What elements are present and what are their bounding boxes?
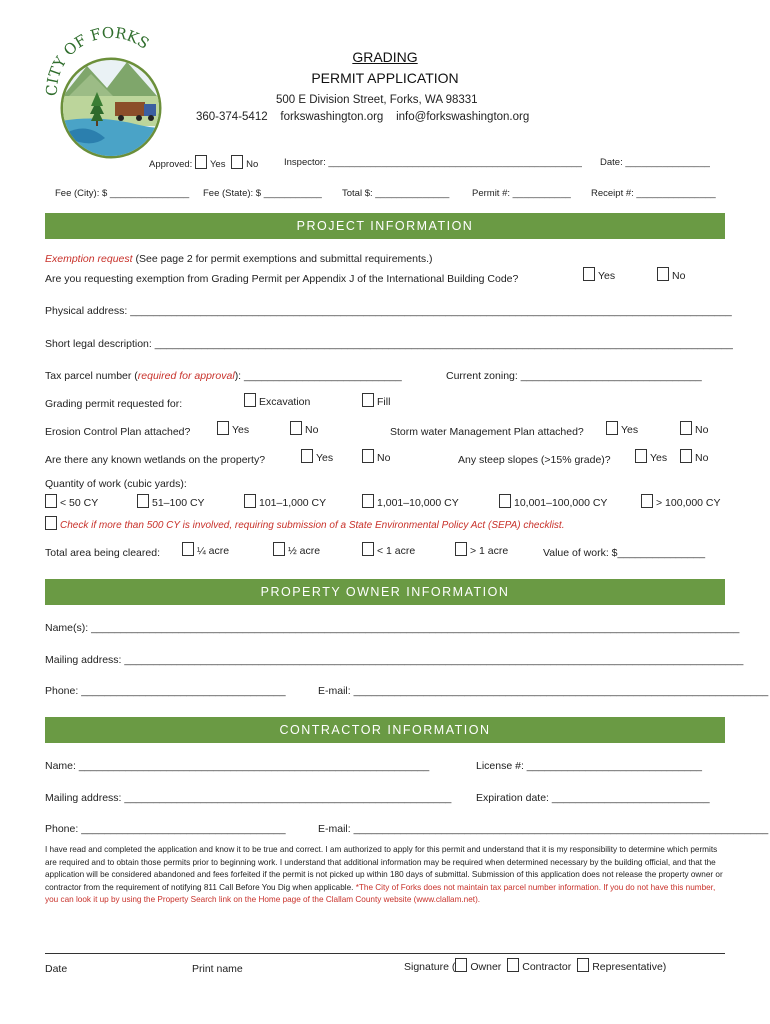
sepa-option bbox=[45, 516, 564, 531]
stormwater-no-checkbox[interactable] bbox=[680, 421, 692, 435]
area-checkbox-2[interactable] bbox=[273, 542, 285, 556]
form-subtitle: PERMIT APPLICATION bbox=[311, 70, 459, 86]
area-label-4: > 1 acre bbox=[470, 545, 509, 557]
slopes-yes-label: Yes bbox=[650, 452, 668, 464]
project-info-banner: PROJECT INFORMATION bbox=[45, 213, 725, 239]
slopes-yes-option bbox=[635, 449, 667, 464]
logo-text: CITY OF FORKS bbox=[42, 23, 153, 97]
contractor-phone-field[interactable]: Phone: ___________________________________ bbox=[45, 823, 286, 835]
erosion-yes-option bbox=[217, 421, 249, 436]
erosion-no-label: No bbox=[305, 424, 319, 436]
quantity-opt-5 bbox=[499, 494, 607, 509]
parcel-lookup-note: *The City of Forks does not maintain tax parcel number information. If you do not have this number, you can look it up by using the Property Search link on the Home page of the Clallam County website (www.clallam.net). bbox=[45, 882, 716, 904]
wetlands-no-option bbox=[362, 449, 390, 464]
quantity-opt-3 bbox=[244, 494, 326, 509]
tax-parcel-required: required for approval bbox=[137, 370, 235, 382]
stormwater-yes-option bbox=[606, 421, 638, 436]
excavation-label: Excavation bbox=[259, 396, 311, 408]
erosion-no-option bbox=[290, 421, 318, 436]
owner-names-field[interactable]: Name(s): _______________________________________________________________________________________________________________ bbox=[45, 622, 740, 634]
area-label-1: ¼ acre bbox=[197, 545, 230, 557]
fill-option bbox=[362, 393, 390, 408]
exemption-yes-checkbox[interactable] bbox=[583, 267, 595, 281]
fee-state-field[interactable]: Fee (State): $ ___________ bbox=[203, 188, 322, 199]
approved-yes-checkbox[interactable] bbox=[195, 155, 207, 169]
exemption-note bbox=[45, 253, 433, 265]
contractor-mailing-field[interactable]: Mailing address: ________________________________________________________ bbox=[45, 792, 452, 804]
slopes-no-checkbox[interactable] bbox=[680, 449, 692, 463]
owner-info-banner: PROPERTY OWNER INFORMATION bbox=[45, 579, 725, 605]
quantity-checkbox-6[interactable] bbox=[641, 494, 653, 508]
quantity-label-4: 1,001–10,000 CY bbox=[377, 497, 459, 509]
area-opt-2 bbox=[273, 542, 320, 557]
signature-role-row bbox=[404, 958, 666, 973]
exemption-no-checkbox[interactable] bbox=[657, 267, 669, 281]
approved-no-checkbox[interactable] bbox=[231, 155, 243, 169]
grading-for-label: Grading permit requested for: bbox=[45, 398, 183, 410]
area-label: Total area being cleared: bbox=[45, 547, 160, 559]
city-phone: 360-374-5412 bbox=[196, 111, 268, 123]
tax-parcel-line: ): ___________________________ bbox=[234, 370, 402, 382]
owner-email-field[interactable]: E-mail: _______________________________________________________________________ bbox=[318, 685, 769, 697]
quantity-opt-6 bbox=[641, 494, 721, 509]
quantity-label-3: 101–1,000 CY bbox=[259, 497, 327, 509]
wetlands-yes-label: Yes bbox=[316, 452, 334, 464]
signature-line bbox=[45, 953, 725, 954]
wetlands-no-checkbox[interactable] bbox=[362, 449, 374, 463]
sepa-checkbox[interactable] bbox=[45, 516, 57, 530]
slopes-yes-checkbox[interactable] bbox=[635, 449, 647, 463]
sig-date-label: Date bbox=[45, 963, 68, 975]
exemption-no-label: No bbox=[672, 270, 686, 282]
approved-no-label: No bbox=[246, 159, 259, 170]
quantity-opt-2 bbox=[137, 494, 205, 509]
contractor-email-field[interactable]: E-mail: _______________________________________________________________________ bbox=[318, 823, 769, 835]
owner-mailing-field[interactable]: Mailing address: __________________________________________________________________________________________________________ bbox=[45, 654, 744, 666]
current-zoning-field[interactable]: Current zoning: _______________________________ bbox=[446, 370, 702, 382]
area-checkbox-4[interactable] bbox=[455, 542, 467, 556]
approved-label: Approved: bbox=[149, 159, 193, 170]
approved-yes-label: Yes bbox=[209, 159, 226, 170]
sig-contractor-label: Contractor bbox=[522, 961, 572, 973]
wetlands-no-label: No bbox=[377, 452, 391, 464]
area-label-3: < 1 acre bbox=[377, 545, 416, 557]
physical-address-field[interactable]: Physical address: _______________________________________________________________________________________________________ bbox=[45, 305, 732, 317]
stormwater-yes-checkbox[interactable] bbox=[606, 421, 618, 435]
office-approval-row bbox=[149, 155, 258, 170]
value-of-work-field[interactable]: Value of work: $_______________ bbox=[543, 547, 706, 559]
fee-city-field[interactable]: Fee (City): $ _______________ bbox=[55, 188, 190, 199]
office-date-field[interactable]: Date: ________________ bbox=[600, 157, 710, 168]
stormwater-no-option bbox=[680, 421, 708, 436]
area-checkbox-3[interactable] bbox=[362, 542, 374, 556]
slopes-no-label: No bbox=[695, 452, 709, 464]
short-legal-field[interactable]: Short legal description: ___________________________________________________________________________________________________ bbox=[45, 338, 733, 350]
exemption-yes-option bbox=[583, 267, 615, 282]
quantity-opt-1 bbox=[45, 494, 98, 509]
fill-checkbox[interactable] bbox=[362, 393, 374, 407]
certification-statement bbox=[45, 844, 725, 907]
city-email[interactable]: info@forkswashington.org bbox=[396, 111, 530, 123]
signature-label: Signature ( bbox=[404, 961, 456, 973]
wetlands-label: Are there any known wetlands on the property? bbox=[45, 454, 266, 466]
contractor-info-banner: CONTRACTOR INFORMATION bbox=[45, 717, 725, 743]
area-opt-1 bbox=[182, 542, 229, 557]
tax-parcel-field[interactable] bbox=[45, 370, 402, 382]
certification-text: I have read and completed the application and know it to be true and correct. I am authorized to apply for this permit and understand that it is my responsibility to determine which permits are required and to obtain those permits prior to beginning work. I understand that additional information may be required when determined necessary by the building official, and that the application will be considered abandoned and fees forfeited if the permit is not picked up within 180 days of submittal. Submission of this application does not release the property owner or contractor from the requirement of notifying 811 Call Before You Dig when applicable. bbox=[45, 845, 723, 892]
city-address: 500 E Division Street, Forks, WA 98331 bbox=[276, 94, 478, 106]
wetlands-yes-option bbox=[301, 449, 333, 464]
area-label-2: ½ acre bbox=[288, 545, 321, 557]
sig-owner-checkbox[interactable] bbox=[455, 958, 467, 972]
contractor-license-field[interactable]: License #: ______________________________ bbox=[476, 760, 702, 772]
quantity-checkbox-5[interactable] bbox=[499, 494, 511, 508]
form-title: GRADING bbox=[352, 49, 418, 65]
contractor-expiration-field[interactable]: Expiration date: ___________________________ bbox=[476, 792, 710, 804]
quantity-checkbox-4[interactable] bbox=[362, 494, 374, 508]
permit-number-field[interactable]: Permit #: ___________ bbox=[472, 188, 571, 199]
erosion-yes-label: Yes bbox=[232, 424, 250, 436]
sig-print-name-label: Print name bbox=[192, 963, 243, 975]
area-opt-4 bbox=[455, 542, 508, 557]
tax-parcel-label: Tax parcel number ( bbox=[45, 370, 138, 382]
exemption-note-text: (See page 2 for permit exemptions and submittal requirements.) bbox=[132, 253, 433, 265]
contractor-name-field[interactable]: Name: ____________________________________________________________ bbox=[45, 760, 430, 772]
quantity-label-5: 10,001–100,000 CY bbox=[514, 497, 608, 509]
erosion-yes-checkbox[interactable] bbox=[217, 421, 229, 435]
excavation-option bbox=[244, 393, 310, 408]
contact-line bbox=[196, 111, 529, 123]
quantity-label-1: < 50 CY bbox=[60, 497, 99, 509]
quantity-label-2: 51–100 CY bbox=[152, 497, 205, 509]
owner-phone-field[interactable]: Phone: ___________________________________ bbox=[45, 685, 286, 697]
quantity-label: Quantity of work (cubic yards): bbox=[45, 478, 187, 490]
city-website[interactable]: forkswashington.org bbox=[280, 111, 384, 123]
quantity-checkbox-3[interactable] bbox=[244, 494, 256, 508]
excavation-checkbox[interactable] bbox=[244, 393, 256, 407]
area-checkbox-1[interactable] bbox=[182, 542, 194, 556]
area-opt-3 bbox=[362, 542, 415, 557]
exemption-question: Are you requesting exemption from Grading Permit per Appendix J of the International Building Code? bbox=[45, 273, 519, 285]
slopes-no-option bbox=[680, 449, 708, 464]
quantity-checkbox-2[interactable] bbox=[137, 494, 149, 508]
slopes-label: Any steep slopes (>15% grade)? bbox=[458, 454, 611, 466]
sig-contractor-checkbox[interactable] bbox=[507, 958, 519, 972]
city-of-forks-logo bbox=[35, 18, 180, 168]
fill-label: Fill bbox=[377, 396, 391, 408]
stormwater-label: Storm water Management Plan attached? bbox=[390, 426, 584, 438]
stormwater-no-label: No bbox=[695, 424, 709, 436]
total-field[interactable]: Total $: ______________ bbox=[342, 188, 450, 199]
erosion-label: Erosion Control Plan attached? bbox=[45, 426, 191, 438]
stormwater-yes-label: Yes bbox=[621, 424, 639, 436]
sig-representative-checkbox[interactable] bbox=[577, 958, 589, 972]
sig-owner-label: Owner bbox=[470, 961, 502, 973]
inspector-field[interactable]: Inspector: ________________________________________________ bbox=[284, 157, 582, 168]
quantity-opt-4 bbox=[362, 494, 459, 509]
erosion-no-checkbox[interactable] bbox=[290, 421, 302, 435]
wetlands-yes-checkbox[interactable] bbox=[301, 449, 313, 463]
exemption-yes-label: Yes bbox=[598, 270, 616, 282]
exemption-no-option bbox=[657, 267, 685, 282]
receipt-number-field[interactable]: Receipt #: _______________ bbox=[591, 188, 716, 199]
quantity-label-6: > 100,000 CY bbox=[656, 497, 721, 509]
quantity-checkbox-1[interactable] bbox=[45, 494, 57, 508]
exemption-request-label: Exemption request bbox=[45, 253, 133, 265]
sig-representative-label: Representative) bbox=[592, 961, 667, 973]
sepa-label: Check if more than 500 CY is involved, requiring submission of a State Environmental Policy Act (SEPA) checklist. bbox=[60, 520, 565, 531]
